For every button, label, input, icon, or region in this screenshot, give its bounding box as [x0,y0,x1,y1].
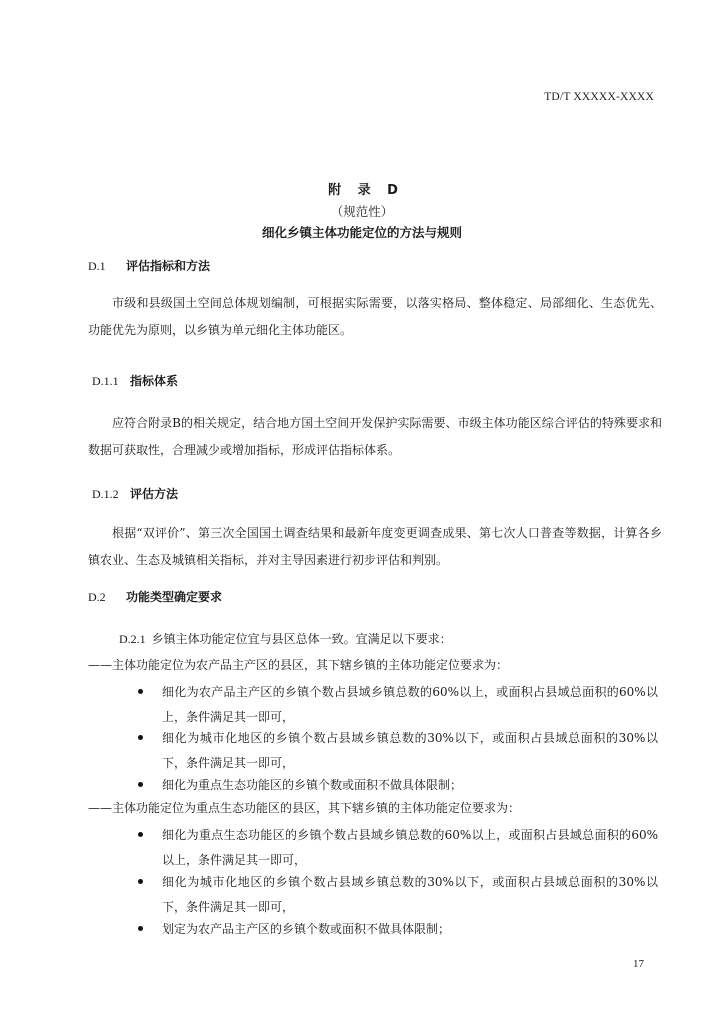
group2-lead: ——主体功能定位为重点生态功能区的县区，其下辖乡镇的主体功能定位要求为： [88,801,521,815]
list-item-text: 细化为重点生态功能区的乡镇个数占县域乡镇总数的60%以上，或面积占县域总面积的60%以上，条件满足其一即可， [162,828,658,867]
section-heading-d2 [88,588,222,605]
list-item-text: 细化为城市化地区的乡镇个数占县域乡镇总数的30%以下，或面积占县域总面积的30%以下，条件满足其一即可， [162,731,658,770]
list-item [128,773,658,798]
section-heading-d12 [92,485,178,502]
list-item [128,823,658,873]
section-number: D.2 [88,590,106,604]
section-title: 功能类型确定要求 [126,590,223,604]
paragraph-d11: 应符合附录B的相关规定，结合地方国土空间开发保护实际需要、市级主体功能区综合评估的特殊要求和数据可获取性，合理减少或增加指标，形成评估指标体系。 [88,416,662,457]
list-item-text: 细化为重点生态功能区的乡镇个数或面积不做具体限制； [162,778,463,792]
list-item [128,870,658,920]
bullet-icon [138,832,143,837]
section-title: 评估方法 [130,487,179,501]
section-heading-d11 [92,372,178,389]
document-code: TD/T XXXXX-XXXX [544,91,654,103]
group1-lead: ——主体功能定位为农产品主产区的县区，其下辖乡镇的主体功能定位要求为： [88,658,509,672]
page-number: 17 [633,958,644,970]
bullet-icon [138,735,143,740]
bullet-icon [138,879,143,884]
bullet-icon [138,689,143,694]
list-item-text: 划定为农产品主产区的乡镇个数或面积不做具体限制； [162,922,451,936]
paragraph-d12: 根据“双评价”、第三次全国国土调查结果和最新年度变更调查成果、第七次人口普查等数据，计算各乡镇农业、生态及城镇相关指标，并对主导因素进行初步评估和判别。 [88,526,662,567]
appendix-title: 附 录 D [328,183,404,198]
bullet-icon [138,926,143,931]
paragraph-d1: 市级和县级国土空间总体规划编制，可根据实际需要，以落实格局、整体稳定、局部细化、生态优先、功能优先为原则，以乡镇为单元细化主体功能区。 [88,296,662,337]
appendix-name: 细化乡镇主体功能定位的方法与规则 [261,225,462,240]
section-title: 评估指标和方法 [126,259,211,273]
appendix-type: （规范性） [330,204,394,219]
appendix-heading [0,181,724,243]
list-item [128,680,658,730]
section-number: D.1.1 [92,374,119,388]
section-heading-d1 [88,257,210,274]
clause-d21 [119,630,452,647]
list-item-text: 细化为城市化地区的乡镇个数占县域乡镇总数的30%以下，或面积占县域总面积的30%以下，条件满足其一即可， [162,875,658,914]
clause-text: 乡镇主体功能定位宜与县区总体一致。宜满足以下要求： [151,632,452,646]
bullet-icon [138,782,143,787]
list-item [128,917,658,942]
list-item [128,726,658,776]
clause-number: D.2.1 [119,632,146,646]
section-number: D.1.2 [92,487,119,501]
list-item-text: 细化为农产品主产区的乡镇个数占县域乡镇总数的60%以上，或面积占县域总面积的60%以上，条件满足其一即可， [162,685,658,724]
section-number: D.1 [88,259,106,273]
section-title: 指标体系 [130,374,179,388]
